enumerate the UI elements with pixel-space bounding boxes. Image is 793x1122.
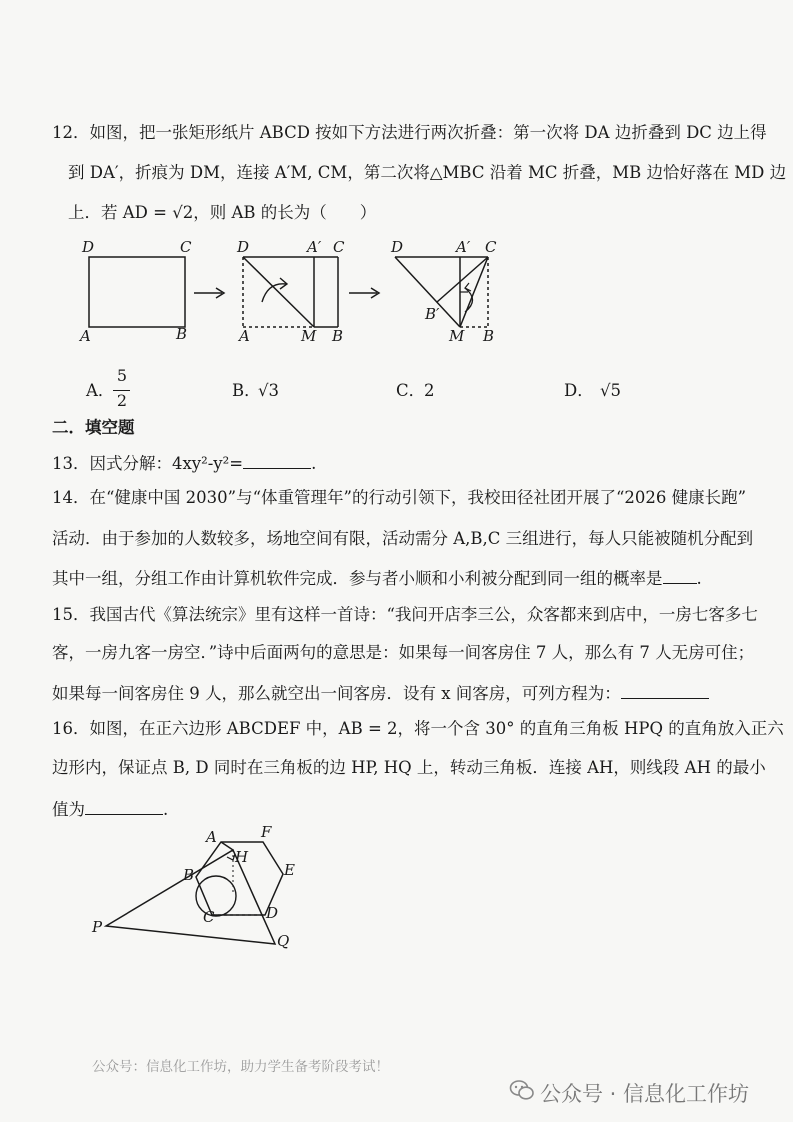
svg-text:C: C (485, 240, 497, 256)
arrow-right-icon (190, 285, 230, 301)
svg-text:C: C (333, 240, 345, 256)
svg-text:A: A (239, 327, 250, 345)
svg-text:E: E (284, 861, 295, 879)
option-a-denominator: 2 (116, 391, 128, 410)
q14-answer-blank[interactable] (663, 565, 697, 584)
q13-line: 13．因式分解：4xy²-y²= . (52, 450, 316, 476)
footer-watermark-right: 公众号 · 信息化工作坊 (540, 1082, 750, 1106)
option-d-label: D． (564, 381, 594, 400)
q13-text: 13．因式分解：4xy²-y²= (52, 454, 244, 473)
label-a: A (80, 327, 91, 345)
svg-text:B′: B′ (425, 305, 440, 323)
svg-text:Q: Q (277, 932, 290, 950)
svg-text:M: M (301, 327, 317, 345)
q15-line3: 如果每一间客房住 9 人，那么就空出一间客房．设有 x 间客房，可列方程为： (52, 680, 709, 706)
q16-line2: 边形内，保证点 B, D 同时在三角板的边 HP, HQ 上，转动三角板．连接 AH，则线段 AH 的最小 (52, 758, 766, 777)
svg-text:M: M (449, 327, 465, 345)
q13-answer-blank[interactable] (243, 450, 311, 469)
svg-text:B: B (332, 327, 344, 345)
q12-figure-1 (70, 240, 200, 350)
svg-text:A: A (206, 828, 217, 846)
q12-line3: 上．若 AD = √2，则 AB 的长为（ ） (68, 203, 377, 222)
svg-text:C: C (203, 908, 215, 926)
q16-line1: 16．如图，在正六边形 ABCDEF 中，AB = 2，将一个含 30° 的直角三角板 HPQ 的直角放入正六 (52, 719, 784, 738)
svg-text:H: H (235, 848, 249, 866)
q15-line2: 客，一房九客一房空．”诗中后面两句的意思是：如果每一间客房住 7 人，那么有 7 人无房可住； (52, 643, 755, 662)
q16-figure (88, 822, 308, 962)
q14-line2: 活动．由于参加的人数较多，场地空间有限，活动需分 A,B,C 三组进行，每人只能被随机分配到 (52, 529, 754, 548)
section-heading: 二．填空题 (52, 418, 135, 437)
footer-watermark-left: 公众号：信息化工作坊，助力学生备考阶段考试！ (92, 1059, 389, 1075)
svg-text:D: D (391, 240, 404, 256)
q12-line1: 12．如图，把一张矩形纸片 ABCD 按如下方法进行两次折叠：第一次将 DA 边折叠到 DC 边上得 (52, 123, 767, 142)
q15-line1: 15．我国古代《算法统宗》里有这样一首诗：“我问开店李三公，众客都来到店中，一房七客多七 (52, 605, 758, 624)
svg-text:B: B (483, 327, 495, 345)
rectangle-abcd (89, 257, 185, 327)
q12-figure-3 (385, 240, 515, 350)
svg-text:B: B (183, 866, 195, 884)
triangle-hpq (106, 850, 275, 944)
svg-text:A′: A′ (307, 240, 322, 256)
svg-text:P: P (92, 918, 103, 936)
svg-text:A′: A′ (456, 240, 471, 256)
option-c-value: 2 (424, 381, 435, 400)
svg-text:D: D (266, 904, 279, 922)
label-d: D (82, 240, 95, 256)
arrow-right-icon (345, 285, 385, 301)
option-b-value: √3 (258, 381, 280, 400)
option-b-label: B． (232, 381, 261, 400)
q12-figure-2 (230, 240, 360, 350)
svg-text:F: F (261, 823, 272, 841)
q16-line3: 值为 . (52, 796, 168, 822)
q15-answer-blank[interactable] (621, 680, 709, 699)
q16-answer-blank[interactable] (85, 796, 163, 815)
option-c-label: C． (396, 381, 426, 400)
label-b: B (176, 325, 188, 343)
q14-line3: 其中一组，分组工作由计算机软件完成．参与者小顺和小利被分配到同一组的概率是 . (52, 565, 702, 591)
q14-line1: 14．在“健康中国 2030”与“体重管理年”的行动引领下，我校田径社团开展了“2026 健康长跑” (52, 488, 747, 507)
option-a-label: A． (86, 381, 115, 400)
label-c: C (180, 240, 192, 256)
svg-text:D: D (237, 240, 250, 256)
option-a-numerator: 5 (116, 366, 128, 385)
q12-line2: 到 DA′，折痕为 DM，连接 A′M, CM，第二次将△MBC 沿着 MC 折叠，MB 边恰好落在 MD 边 (68, 163, 787, 182)
wechat-icon (509, 1079, 535, 1101)
option-d-value: √5 (600, 381, 622, 400)
